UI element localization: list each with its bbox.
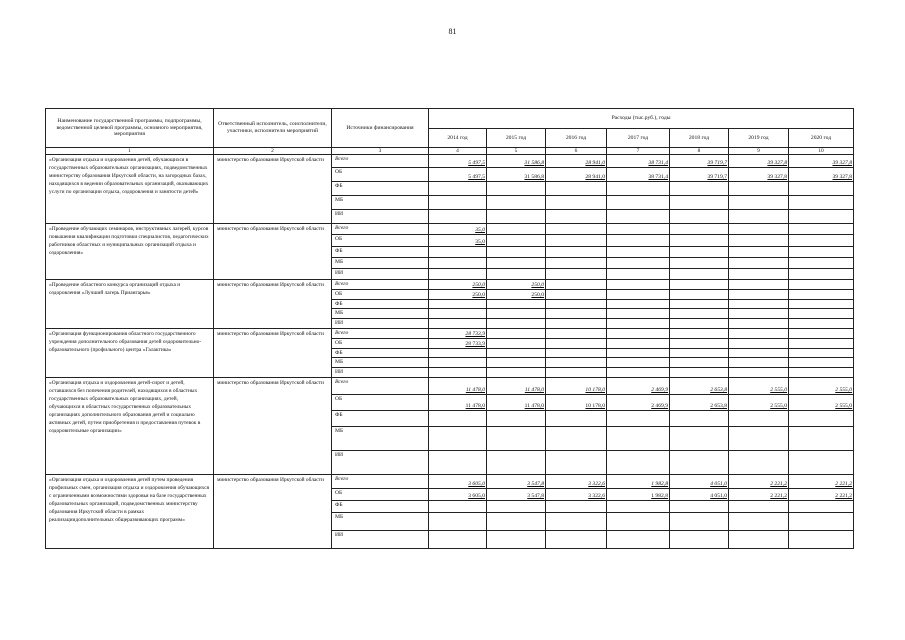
expense-value [546, 338, 607, 348]
header-year: 2017 год [607, 129, 670, 148]
table-body [46, 155, 854, 549]
expense-value [607, 426, 670, 450]
header-year: 2016 год [546, 129, 607, 148]
funding-source: ФБ [332, 247, 429, 258]
expense-value [607, 348, 670, 358]
expense-value [729, 410, 789, 426]
expense-value [429, 182, 487, 196]
table-row [46, 280, 854, 290]
expense-value: 28 941,0 [546, 155, 607, 168]
expense-value: 1 982,8 [607, 474, 670, 488]
measure-name: «Организация функционирования областного государственного учреждения дополнительного образования детей оздоровительно-образовательного (профильного) центра «Галактика» [46, 328, 214, 377]
expense-value [729, 328, 789, 338]
expense-value: 39 327,8 [729, 155, 789, 168]
funding-source: Всего [332, 474, 429, 488]
expense-value: 3 322,6 [546, 474, 607, 488]
expense-value [429, 426, 487, 450]
expense-value [429, 247, 487, 258]
funding-source: Всего [332, 224, 429, 235]
expense-value [729, 247, 789, 258]
expense-value: 11 478,0 [487, 394, 546, 410]
expense-value: 28 941,0 [546, 168, 607, 182]
expense-value [607, 410, 670, 426]
expense-value [546, 235, 607, 247]
expense-value [429, 210, 487, 224]
expense-value [546, 247, 607, 258]
expense-value [546, 410, 607, 426]
expense-value [729, 450, 789, 474]
expense-value [789, 328, 854, 338]
expense-value [487, 258, 546, 269]
expense-value [670, 224, 729, 235]
expense-value: 2 653,8 [670, 377, 729, 394]
expense-value [670, 358, 729, 368]
expense-value: 2 555,0 [729, 377, 789, 394]
expense-value: 4 051,0 [670, 488, 729, 500]
expense-value [487, 319, 546, 329]
expense-value [487, 410, 546, 426]
expense-value [546, 258, 607, 269]
expense-value [789, 410, 854, 426]
expense-value [789, 512, 854, 530]
column-number: 4 [429, 148, 487, 155]
expense-value [729, 338, 789, 348]
expense-value [789, 348, 854, 358]
funding-source: Всего [332, 280, 429, 290]
expense-value [487, 500, 546, 512]
funding-source: МБ [332, 309, 429, 319]
expense-value: 39 719,7 [670, 168, 729, 182]
expense-value: 11 478,0 [429, 377, 487, 394]
header-name: Наименование государственной программы, подпрограммы, ведомственной целевой программы, основного мероприятия, мероприятия [46, 109, 214, 148]
expense-value: 250,0 [487, 290, 546, 300]
column-number: 7 [607, 148, 670, 155]
funding-source: МБ [332, 196, 429, 210]
expense-value [729, 258, 789, 269]
responsible-executor: министерство образования Иркутской области [214, 280, 332, 329]
expense-value [670, 182, 729, 196]
header-source: Источники финансирования [332, 109, 429, 148]
expense-value: 2 469,9 [607, 394, 670, 410]
expense-value [487, 348, 546, 358]
expense-value: 38 731,4 [607, 155, 670, 168]
responsible-executor: министерство образования Иркутской области [214, 377, 332, 474]
expense-value: 2 555,0 [729, 394, 789, 410]
expense-value: 250,0 [429, 280, 487, 290]
expense-value [789, 450, 854, 474]
expense-value: 250,0 [487, 280, 546, 290]
expense-value [607, 299, 670, 309]
expense-value: 2 653,8 [670, 394, 729, 410]
expense-value [429, 309, 487, 319]
expense-value [429, 348, 487, 358]
expense-value: 3 547,8 [487, 488, 546, 500]
expense-value [607, 530, 670, 548]
expense-value [670, 235, 729, 247]
expense-value [546, 182, 607, 196]
expense-value [487, 367, 546, 377]
header-year: 2014 год [429, 129, 487, 148]
expense-value [429, 358, 487, 368]
expense-value [429, 367, 487, 377]
header-year: 2019 год [729, 129, 789, 148]
funding-source: МБ [332, 426, 429, 450]
expense-value [729, 182, 789, 196]
expense-value [487, 235, 546, 247]
expense-value [546, 348, 607, 358]
measure-name: «Организация отдыха и оздоровления детей, обучающихся в государственных образовательных организациях, подведомственных министерству образования Иркутской области, на загородных базах, находящихся в ведении образовательных организаций, оказывающих услуги по организации отдыха, оздоровления и занятости детей» [46, 155, 214, 224]
expense-value [487, 426, 546, 450]
table-row [46, 377, 854, 394]
expense-value [429, 299, 487, 309]
expense-value [429, 410, 487, 426]
expense-value [670, 280, 729, 290]
expense-value [546, 426, 607, 450]
expense-value [546, 290, 607, 300]
expense-value [607, 367, 670, 377]
measure-name: «Организация отдыха и оздоровления детей путем проведения профильных смен, организация отдыха и оздоровления обучающихся с ограниченными возможностями здоровья на базе государственных образовательных организаций, подведомственных министерству образования Иркутской области в рамках реализациидополнительных общеразвивающих программ» [46, 474, 214, 548]
funding-source: ИИ [332, 319, 429, 329]
expense-value [729, 426, 789, 450]
expense-value [607, 338, 670, 348]
expense-value [789, 290, 854, 300]
funding-source: ФБ [332, 348, 429, 358]
expense-value: 39 327,8 [789, 168, 854, 182]
expense-value [607, 319, 670, 329]
expense-value [546, 512, 607, 530]
expense-value [670, 530, 729, 548]
expense-value [789, 319, 854, 329]
expense-value [429, 512, 487, 530]
expense-value [607, 450, 670, 474]
expense-value [729, 319, 789, 329]
expense-value: 39 719,7 [670, 155, 729, 168]
expense-value: 39 327,8 [729, 168, 789, 182]
expense-value [429, 500, 487, 512]
expense-value [729, 299, 789, 309]
measure-name: «Организация отдыха и оздоровления детей-сирот и детей, оставшихся без попечения родителей, находящихся в областных государственных образовательных организациях, детей, обучающихся в областных государственных образовательных организациях дополнительного образования детей и социально активных детей, путем приобретения и предоставления путевок в оздоровительные организации» [46, 377, 214, 474]
header-responsible: Ответственный исполнитель, соисполнители, участники, исполнители мероприятий [214, 109, 332, 148]
expense-value [487, 196, 546, 210]
expense-value [487, 338, 546, 348]
expense-value: 2 555,0 [789, 377, 854, 394]
expense-value [729, 196, 789, 210]
expense-value [789, 280, 854, 290]
column-number: 8 [670, 148, 729, 155]
column-number: 6 [546, 148, 607, 155]
funding-source: Всего [332, 377, 429, 394]
expense-value: 38 731,4 [607, 168, 670, 182]
expense-value [789, 247, 854, 258]
expense-value [729, 280, 789, 290]
expense-value [487, 309, 546, 319]
expense-value [789, 367, 854, 377]
funding-source: ИИ [332, 269, 429, 280]
expense-value [607, 196, 670, 210]
expense-value: 250,0 [429, 290, 487, 300]
expense-value [429, 319, 487, 329]
expense-value [546, 328, 607, 338]
expense-value [546, 210, 607, 224]
expense-value [670, 269, 729, 280]
expense-value [546, 224, 607, 235]
expense-value [487, 450, 546, 474]
expense-value: 5 497,5 [429, 168, 487, 182]
expense-value: 31 586,8 [487, 168, 546, 182]
expense-value [789, 269, 854, 280]
expense-value [670, 338, 729, 348]
funding-source: ОБ [332, 235, 429, 247]
expense-value: 35,0 [429, 224, 487, 235]
expense-value [546, 367, 607, 377]
expense-value [670, 500, 729, 512]
funding-source: ИИ [332, 367, 429, 377]
expense-value [729, 210, 789, 224]
expense-value [487, 210, 546, 224]
expense-value: 39 327,8 [789, 155, 854, 168]
expense-value: 2 221,2 [729, 488, 789, 500]
expense-value [789, 210, 854, 224]
expense-value [607, 328, 670, 338]
expense-value [546, 269, 607, 280]
expense-value [670, 247, 729, 258]
expense-value [789, 530, 854, 548]
header-year: 2015 год [487, 129, 546, 148]
expense-value: 3 322,6 [546, 488, 607, 500]
expense-value: 2 221,2 [789, 474, 854, 488]
expense-value [429, 196, 487, 210]
funding-source: МБ [332, 358, 429, 368]
expense-value [607, 358, 670, 368]
responsible-executor: министерство образования Иркутской области [214, 224, 332, 280]
expense-value [670, 319, 729, 329]
expense-value [487, 182, 546, 196]
funding-source: ОБ [332, 394, 429, 410]
expense-value [729, 235, 789, 247]
column-number: 9 [729, 148, 789, 155]
responsible-executor: министерство образования Иркутской области [214, 328, 332, 377]
expense-value [487, 530, 546, 548]
expense-value: 10 178,0 [546, 377, 607, 394]
expense-value [607, 309, 670, 319]
table-row [46, 328, 854, 338]
expense-value [670, 328, 729, 338]
expense-value [487, 512, 546, 530]
expense-value: 31 586,8 [487, 155, 546, 168]
funding-source: ФБ [332, 500, 429, 512]
expense-value [607, 290, 670, 300]
expense-value: 5 497,5 [429, 155, 487, 168]
expense-value [607, 500, 670, 512]
expense-value [429, 258, 487, 269]
expense-value [670, 426, 729, 450]
expense-value [789, 500, 854, 512]
expense-value: 4 051,0 [670, 474, 729, 488]
table-row [46, 155, 854, 168]
expense-value [546, 319, 607, 329]
page-number: 81 [448, 27, 457, 36]
expense-value [789, 258, 854, 269]
column-number: 2 [214, 148, 332, 155]
expense-value [487, 224, 546, 235]
column-number: 5 [487, 148, 546, 155]
expense-value: 28 733,9 [429, 338, 487, 348]
funding-source: ИИ [332, 450, 429, 474]
expense-value: 35,0 [429, 235, 487, 247]
expense-value [670, 450, 729, 474]
expense-value [729, 348, 789, 358]
expense-value [546, 500, 607, 512]
responsible-executor: министерство образования Иркутской области [214, 474, 332, 548]
expense-value [487, 328, 546, 338]
column-number: 1 [46, 148, 214, 155]
expense-value [546, 299, 607, 309]
expense-value [607, 247, 670, 258]
header-numbers-row [46, 148, 854, 155]
header-year: 2018 год [670, 129, 729, 148]
funding-source: ОБ [332, 290, 429, 300]
expense-value [607, 182, 670, 196]
measure-name: «Проведение обучающих семинаров, инструктивных лагерей, курсов повышения квалификации подготовки специалистов, педагогических работников областных и муниципальных организаций отдыха и оздоровления» [46, 224, 214, 280]
expense-value [429, 530, 487, 548]
expense-value [729, 530, 789, 548]
expense-value [670, 309, 729, 319]
funding-source: ОБ [332, 488, 429, 500]
expense-value [729, 358, 789, 368]
financing-table [45, 108, 854, 549]
funding-source: ФБ [332, 299, 429, 309]
expense-value [789, 299, 854, 309]
expense-value: 11 478,0 [487, 377, 546, 394]
expense-value [607, 258, 670, 269]
expense-value [789, 358, 854, 368]
expense-value [546, 358, 607, 368]
funding-source: ОБ [332, 338, 429, 348]
expense-value [487, 358, 546, 368]
expense-value [789, 338, 854, 348]
table-row [46, 474, 854, 488]
expense-value [670, 367, 729, 377]
expense-value [546, 530, 607, 548]
header-year: 2020 год [789, 129, 854, 148]
expense-value [546, 196, 607, 210]
expense-value [729, 290, 789, 300]
funding-source: ИИ [332, 530, 429, 548]
expense-value [789, 426, 854, 450]
expense-value [670, 196, 729, 210]
expense-value [670, 210, 729, 224]
expense-value [789, 235, 854, 247]
expense-value: 3 605,0 [429, 488, 487, 500]
funding-source: ФБ [332, 410, 429, 426]
expense-value [546, 309, 607, 319]
expense-value [429, 450, 487, 474]
expense-value [670, 258, 729, 269]
expense-value [789, 224, 854, 235]
funding-source: ОБ [332, 168, 429, 182]
expense-value [670, 348, 729, 358]
expense-value [729, 500, 789, 512]
expense-value [789, 196, 854, 210]
expense-value [607, 235, 670, 247]
funding-source: ФБ [332, 182, 429, 196]
expense-value [670, 290, 729, 300]
expense-value [670, 512, 729, 530]
expense-value [789, 182, 854, 196]
expense-value [546, 280, 607, 290]
expense-value [607, 224, 670, 235]
column-number: 3 [332, 148, 429, 155]
expense-value: 28 733,9 [429, 328, 487, 338]
expense-value: 3 547,8 [487, 474, 546, 488]
expense-value [607, 210, 670, 224]
expense-value [607, 280, 670, 290]
funding-source: МБ [332, 258, 429, 269]
expense-value [607, 269, 670, 280]
column-number: 10 [789, 148, 854, 155]
expense-value [729, 367, 789, 377]
measure-name: «Проведение областного конкурса организаций отдыха и оздоровления «Лучший лагерь Приангарья» [46, 280, 214, 329]
funding-source: Всего [332, 155, 429, 168]
expense-value [487, 247, 546, 258]
funding-source: ИИ [332, 210, 429, 224]
expense-value [546, 450, 607, 474]
expense-value: 2 469,9 [607, 377, 670, 394]
expense-value: 3 605,0 [429, 474, 487, 488]
responsible-executor: министерство образования Иркутской области [214, 155, 332, 224]
expense-value [729, 269, 789, 280]
expense-value: 2 555,0 [789, 394, 854, 410]
table-row [46, 224, 854, 235]
funding-source: Всего [332, 328, 429, 338]
expense-value [789, 309, 854, 319]
expense-value [729, 309, 789, 319]
expense-value [487, 299, 546, 309]
expense-value: 1 982,8 [607, 488, 670, 500]
expense-value [670, 410, 729, 426]
funding-source: МБ [332, 512, 429, 530]
expense-value [670, 299, 729, 309]
expense-value: 11 478,0 [429, 394, 487, 410]
expense-value: 10 178,0 [546, 394, 607, 410]
expense-value: 2 221,2 [729, 474, 789, 488]
expense-value: 2 221,2 [789, 488, 854, 500]
expense-value [729, 512, 789, 530]
expense-value [729, 224, 789, 235]
expense-value [607, 512, 670, 530]
expense-value [429, 269, 487, 280]
expense-value [487, 269, 546, 280]
header-expenses: Расходы (тыс.руб.), годы [429, 109, 854, 129]
